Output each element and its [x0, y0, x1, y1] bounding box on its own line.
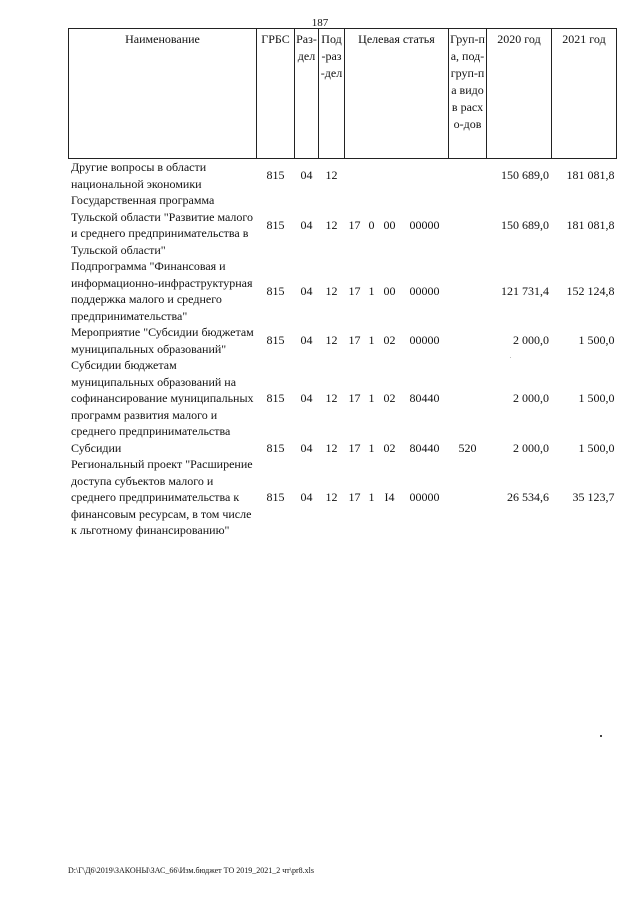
- table-row: [69, 324, 617, 357]
- row-name: Региональный проект "Расширение доступа субъектов малого и среднего предпринимательства к финансовым ресурсам, в том числе к льготному финансированию": [71, 457, 253, 537]
- row-target-program: 17: [348, 490, 361, 504]
- row-podrazdel: 12: [325, 333, 338, 348]
- row-podrazdel: 12: [325, 440, 338, 455]
- header-group: Груп-па, под-груп-па видов расхо-дов: [449, 29, 487, 159]
- table-row: [69, 192, 617, 258]
- page-number: 187: [311, 17, 329, 29]
- row-target-direction: 00000: [409, 217, 440, 232]
- row-target-subprogram: 0: [368, 217, 375, 232]
- row-podrazdel: 12: [325, 283, 338, 298]
- row-target-subprogram: [365, 159, 379, 193]
- row-target-subprogram: 1: [368, 490, 375, 504]
- row-podrazdel: 12: [325, 490, 338, 504]
- row-target-direction: 80440: [409, 391, 440, 405]
- file-path-footer: D:\Г\Д6\2019\ЗАКОНЫ\ЗАС_66\Изм.бюджет ТО 2019_2021_2 чт\pr8.xls: [68, 866, 314, 875]
- table-row: [69, 456, 617, 539]
- row-grbs: 815: [266, 333, 285, 348]
- row-value-2020: 2 000,0: [513, 391, 549, 405]
- row-razdel: 04: [300, 490, 313, 504]
- row-target-direction: 00000: [409, 283, 440, 298]
- row-expense-group: 520: [458, 440, 477, 455]
- scan-speck: [510, 357, 511, 358]
- row-target-event: I4: [384, 490, 395, 504]
- row-target-subprogram: 1: [368, 333, 375, 348]
- row-grbs: 815: [266, 440, 285, 455]
- header-razdel: Раз-дел: [295, 29, 319, 159]
- row-value-2021: 181 081,8: [566, 168, 615, 183]
- row-expense-group: [449, 357, 487, 440]
- row-grbs: 815: [266, 391, 285, 405]
- row-grbs: 815: [266, 168, 285, 183]
- row-podrazdel: 12: [325, 217, 338, 232]
- row-value-2020: 26 534,6: [507, 490, 549, 504]
- row-target-event: 00: [383, 217, 396, 232]
- row-podrazdel: 12: [325, 391, 338, 405]
- header-2021: 2021 год: [552, 29, 617, 159]
- row-target-event: 02: [383, 391, 396, 405]
- row-target-program: 17: [348, 217, 361, 232]
- row-value-2021: 152 124,8: [566, 283, 615, 298]
- row-target-direction: 80440: [409, 440, 440, 455]
- header-2020: 2020 год: [487, 29, 552, 159]
- table-row: [69, 159, 617, 193]
- row-expense-group: [449, 258, 487, 324]
- row-target-program: 17: [348, 333, 361, 348]
- row-value-2021: 181 081,8: [566, 217, 615, 232]
- row-name: Государственная программа Тульской области "Развитие малого и среднего предпринимательства в Тульской области": [71, 193, 254, 257]
- row-value-2020: 2 000,0: [513, 440, 549, 455]
- table-row: [69, 440, 617, 457]
- row-target-program: 17: [348, 283, 361, 298]
- table-row: [69, 357, 617, 440]
- row-grbs: 815: [266, 490, 285, 504]
- row-target-direction: 00000: [409, 333, 440, 348]
- row-expense-group: [449, 324, 487, 357]
- row-razdel: 04: [300, 440, 313, 455]
- row-razdel: 04: [300, 168, 313, 183]
- header-grbs: ГРБС: [257, 29, 295, 159]
- row-target-program: [345, 159, 365, 193]
- scan-speck: [600, 735, 602, 737]
- row-value-2021: 1 500,0: [578, 440, 615, 455]
- row-value-2020: 150 689,0: [501, 217, 549, 232]
- row-target-direction: 00000: [409, 490, 440, 504]
- row-target-subprogram: 1: [368, 283, 375, 298]
- row-expense-group: [449, 456, 487, 539]
- row-target-subprogram: 1: [368, 391, 375, 405]
- row-value-2020: 121 731,4: [501, 283, 549, 298]
- row-target-direction: [401, 159, 449, 193]
- header-name: Наименование: [69, 29, 257, 159]
- row-value-2020: 150 689,0: [501, 168, 549, 183]
- table-row: [69, 258, 617, 324]
- row-target-event: [379, 159, 401, 193]
- row-target-event: 02: [383, 333, 396, 348]
- row-grbs: 815: [266, 283, 285, 298]
- row-value-2020: 2 000,0: [513, 333, 549, 348]
- row-name: Субсидии бюджетам муниципальных образований на софинансирование муниципальных программ развития малого и среднего предпринимательства: [71, 358, 254, 438]
- row-value-2021: 1 500,0: [578, 333, 615, 348]
- row-target-program: 17: [348, 391, 361, 405]
- row-razdel: 04: [300, 217, 313, 232]
- row-grbs: 815: [266, 217, 285, 232]
- row-target-subprogram: 1: [368, 440, 375, 455]
- header-podrazdel: Под-раз-дел: [319, 29, 345, 159]
- row-target-program: 17: [348, 440, 361, 455]
- row-podrazdel: 12: [325, 168, 338, 183]
- row-target-event: 00: [383, 283, 396, 298]
- row-target-event: 02: [383, 440, 396, 455]
- row-name: Мероприятие "Субсидии бюджетам муниципальных образований": [71, 325, 254, 356]
- row-razdel: 04: [300, 283, 313, 298]
- row-value-2021: 35 123,7: [572, 490, 615, 504]
- row-razdel: 04: [300, 391, 313, 405]
- row-expense-group: [449, 192, 487, 258]
- row-expense-group: [449, 159, 487, 193]
- row-razdel: 04: [300, 333, 313, 348]
- row-name: Подпрограмма "Финансовая и информационно-инфраструктурная поддержка малого и среднего предпринимательства": [71, 259, 253, 323]
- row-name: Другие вопросы в области национальной экономики: [71, 160, 207, 191]
- header-target: Целевая статья: [345, 29, 449, 159]
- budget-table: [68, 28, 617, 539]
- row-value-2021: 1 500,0: [578, 391, 615, 405]
- row-name: Субсидии: [71, 440, 122, 455]
